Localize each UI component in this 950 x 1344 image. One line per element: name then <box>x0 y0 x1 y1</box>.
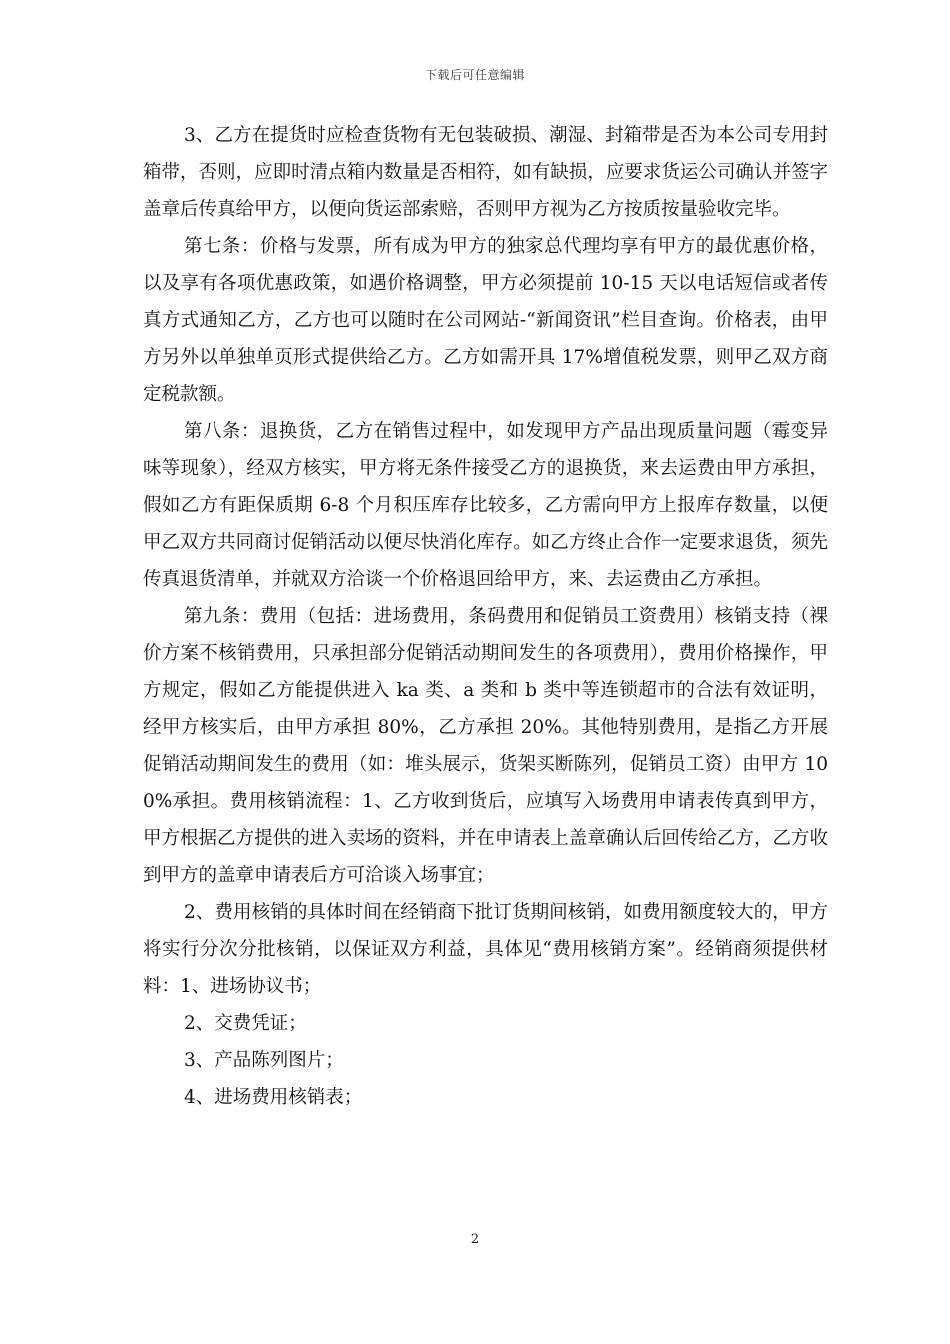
paragraph-article-7-price-invoice: 第七条：价格与发票，所有成为甲方的独家总代理均享有甲方的最优惠价格，以及享有各项优惠政策，如遇价格调整，甲方必须提前 10-15 天以电话短信或者传真方式通知乙方，乙方也可以随时在公司网站-“新闻资讯”栏目查询。价格表，由甲方另外以单独单页形式提供给乙方。乙方如需开具 17%增值税发票，则甲乙双方商定税款额。 <box>143 236 828 405</box>
list-item-display-photos: 3、产品陈列图片； <box>184 1050 344 1071</box>
paragraph-article-8-returns: 第八条：退换货，乙方在销售过程中，如发现甲方产品出现质量问题（霉变异味等现象），经双方核实，甲方将无条件接受乙方的退换货，来去运费由甲方承担，假如乙方有距保质期 6-8 个月积压库存比较多，乙方需向甲方上报库存数量，以便甲乙双方共同商讨促销活动以便尽快消化库存。如乙方终止合作一定要求退货，须先传真退货清单，并就双方洽谈一个价格退回给甲方，来、去运费由乙方承担。 <box>143 421 828 590</box>
document-body <box>143 117 828 1116</box>
list-item-entry-fee-form: 4、进场费用核销表； <box>184 1087 363 1108</box>
page-header-note: 下载后可任意编辑 <box>424 68 525 82</box>
list-item-payment-voucher: 2、交费凭证； <box>184 1013 307 1034</box>
page-number: 2 <box>470 1232 480 1247</box>
paragraph-inspection-clause: 3、乙方在提货时应检查货物有无包装破损、潮湿、封箱带是否为本公司专用封箱带，否则，应即时清点箱内数量是否相符，如有缺损，应要求货运公司确认并签字盖章后传真给甲方，以便向货运部索赔，否则甲方视为乙方按质按量验收完毕。 <box>143 125 828 220</box>
paragraph-fee-verification-timing: 2、费用核销的具体时间在经销商下批订货期间核销，如费用额度较大的，甲方将实行分次分批核销，以保证双方利益，具体见“费用核销方案”。经销商须提供材料：1、进场协议书； <box>143 902 828 997</box>
paragraph-article-9-fees: 第九条：费用（包括：进场费用，条码费用和促销员工资费用）核销支持（裸价方案不核销费用，只承担部分促销活动期间发生的各项费用），费用价格操作，甲方规定，假如乙方能提供进入 ka 类、a 类和 b 类中等连锁超市的合法有效证明，经甲方核实后，由甲方承担 80%，乙方承担 20%。其他特别费用，是指乙方开展促销活动期间发生的费用（如：堆头展示，货架买断陈列，促销员工资）由甲方 100%承担。费用核销流程：1、乙方收到货后，应填写入场费用申请表传真到甲方，甲方根据乙方提供的进入卖场的资料，并在申请表上盖章确认后回传给乙方，乙方收到甲方的盖章申请表后方可洽谈入场事宜； <box>143 606 828 886</box>
